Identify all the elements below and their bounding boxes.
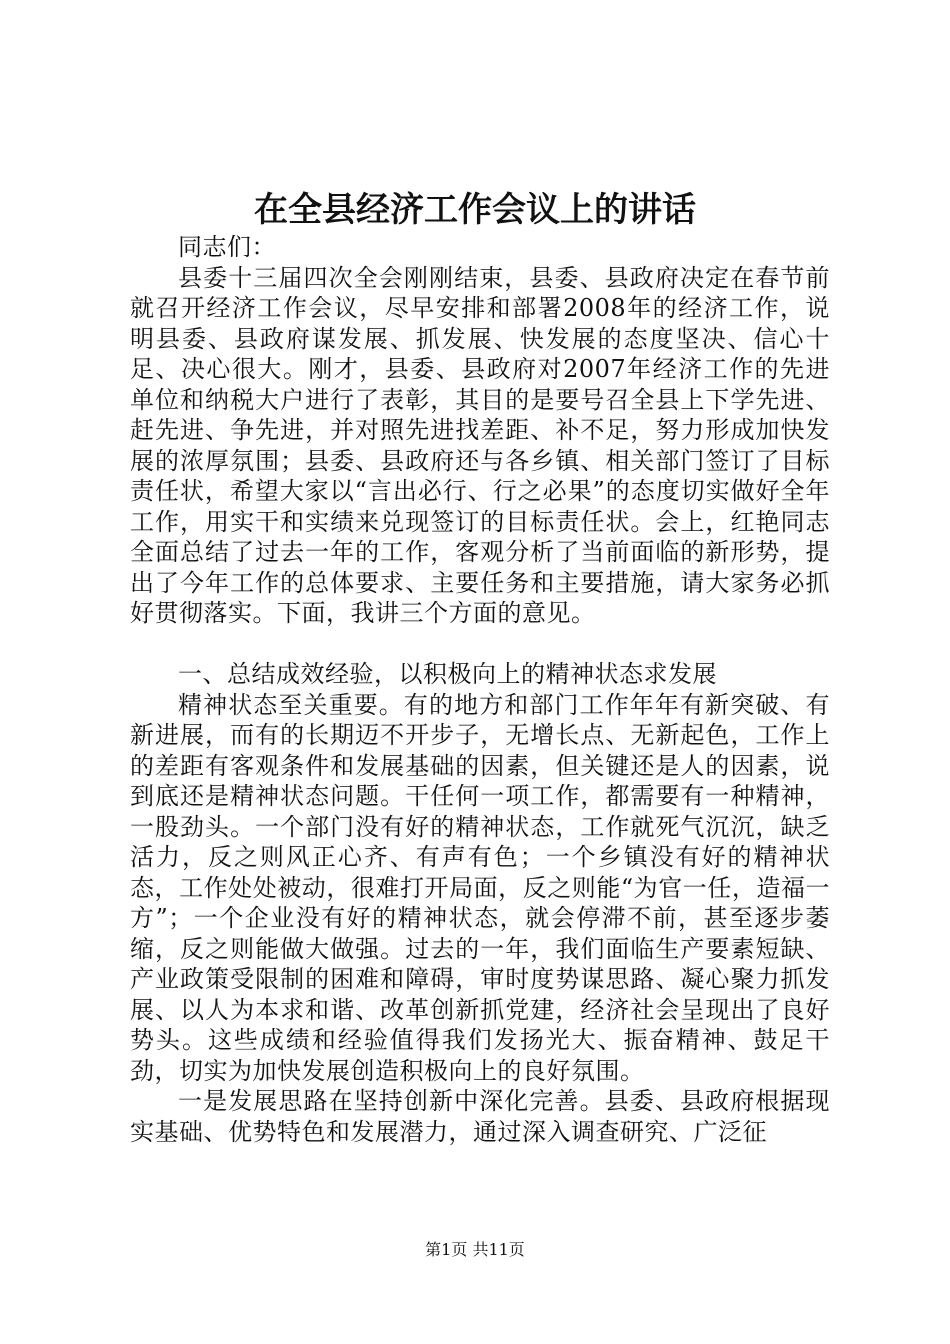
paragraph: 县委十三届四次全会刚刚结束，县委、县政府决定在春节前就召开经济工作会议，尽早安排和部署2008年的经济工作，说明县委、县政府谋发展、抓发展、快发展的态度坚决、信心十足、决心很大。刚才，县委、县政府对2007年经济工作的先进单位和纳税大户进行了表彰，其目的是要号召全县上下学先进、赶先进、争先进，并对照先进找差距、补不足，努力形成加快发展的浓厚氛围；县委、县政府还与各乡镇、相关部门签订了目标责任状，希望大家以“言出必行、行之必果”的态度切实做好全年工作，用实干和实绩来兑现签订的目标责任状。会上，红艳同志全面总结了过去一年的工作，客观分析了当前面临的新形势，提出了今年工作的总体要求、主要任务和主要措施，请大家务必抓好贯彻落实。下面，我讲三个方面的意见。 [130, 263, 830, 627]
section-heading: 一、总结成效经验，以积极向上的精神状态求发展 [178, 660, 717, 688]
salutation: 同志们： [178, 233, 276, 261]
document-body [130, 232, 830, 1147]
document-title: 在全县经济工作会议上的讲话 [254, 190, 696, 230]
page-footer: 第1页 共11页 [425, 1240, 525, 1259]
paragraph: 一是发展思路在坚持创新中深化完善。县委、县政府根据现实基础、优势特色和发展潜力，通过深入调查研究、广泛征 [130, 1087, 830, 1146]
paragraph: 精神状态至关重要。有的地方和部门工作年年有新突破、有新进展，而有的长期迈不开步子，无增长点、无新起色，工作上的差距有客观条件和发展基础的因素，但关键还是人的因素，说到底还是精神状态问题。干任何一项工作，都需要有一种精神，一股劲头。一个部门没有好的精神状态，工作就死气沉沉，缺乏活力，反之则风正心齐、有声有色；一个乡镇没有好的精神状态，工作处处被动，很难打开局面，反之则能“为官一任，造福一方”；一个企业没有好的精神状态，就会停滞不前，甚至逐步萎缩，反之则能做大做强。过去的一年，我们面临生产要素短缺、产业政策受限制的困难和障碍，审时度势谋思路、凝心聚力抓发展、以人为本求和谐、改革创新抓党建，经济社会呈现出了良好势头。这些成绩和经验值得我们发扬光大、振奋精神、鼓足干劲，切实为加快发展创造积极向上的良好氛围。 [130, 690, 830, 1085]
